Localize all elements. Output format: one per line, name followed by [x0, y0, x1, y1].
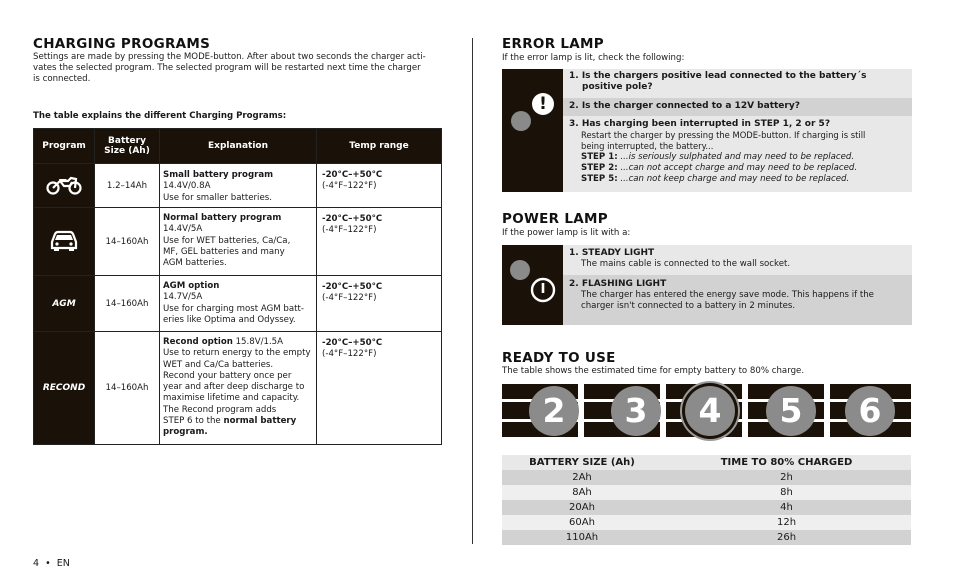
explanation-line: Use for smaller batteries. [163, 192, 272, 203]
exclamation-icon: ! [532, 93, 554, 115]
car-icon [48, 228, 80, 252]
power-lamp-icon-panel [502, 245, 563, 325]
step-number-icon: 2 [529, 386, 579, 436]
programs-table-wrapper [33, 128, 442, 445]
error-lamp-title: ERROR LAMP [502, 36, 604, 52]
error-item-2 [563, 98, 912, 116]
temp-fahrenheit: (-4°F–122°F) [322, 293, 377, 303]
power-lamp-title: POWER LAMP [502, 211, 608, 227]
intro-line: is connected. [33, 74, 91, 84]
explanation-cell [160, 276, 317, 332]
table-row [34, 276, 442, 332]
explanation-line: 14.7V/5A [163, 292, 203, 303]
error-item-text: 1. Is the chargers positive lead connected to the battery´s [569, 71, 867, 81]
programs-table [33, 128, 442, 445]
explanation-line: Use for charging most AGM batt- [163, 303, 304, 314]
explanation-line: Use for WET batteries, Ca/Ca, [163, 235, 291, 246]
power-item-text: The mains cable is connected to the wall socket. [581, 259, 791, 269]
step-number-icon: 6 [845, 386, 895, 436]
temp-fahrenheit: (-4°F–122°F) [322, 349, 377, 359]
program-name: Recond option [163, 337, 233, 347]
error-step-line: STEP 1: ...is seriously sulphated and may need to be replaced. [581, 152, 855, 162]
error-item-1 [563, 69, 912, 98]
error-lamp-subtitle: If the error lamp is lit, check the following: [502, 53, 685, 63]
program-icon-cell [34, 276, 95, 332]
temp-fahrenheit: (-4°F–122°F) [322, 225, 377, 235]
explanation-line: 14.4V/5A [163, 224, 203, 235]
error-item-3 [563, 116, 912, 192]
error-item-text: 2. Is the charger connected to a 12V battery? [569, 101, 800, 111]
step-number-active-icon: 4 [685, 386, 735, 436]
charge-time-cell: 2h [662, 470, 911, 485]
table-row [502, 530, 911, 545]
explanation-line: Use to return energy to the empty [163, 348, 311, 359]
temp-cell [317, 208, 442, 276]
power-item-2 [563, 275, 912, 325]
temp-fahrenheit: (-4°F–122°F) [322, 181, 377, 191]
battery-size: 14–160Ah [95, 208, 160, 276]
charging-programs-title: CHARGING PROGRAMS [33, 36, 211, 52]
header-battery-size: Battery Size (Ah) [95, 129, 160, 164]
explanation-line: WET and Ca/Ca batteries. [163, 359, 274, 370]
header-time-to-80: TIME TO 80% CHARGED [662, 455, 911, 470]
error-item-text: positive pole? [582, 82, 653, 92]
charge-time-cell: 4h [662, 500, 911, 515]
explanation-cell [160, 332, 317, 445]
charging-programs-intro [33, 52, 453, 85]
program-icon-cell [34, 332, 95, 445]
error-step-line: STEP 5: ...can not keep charge and may need to be replaced. [581, 174, 850, 184]
agm-label: AGM [52, 298, 76, 309]
table-caption: The table explains the different Charging Programs: [33, 111, 287, 121]
explanation-cell [160, 164, 317, 208]
program-icon-cell [34, 164, 95, 208]
power-item-title: 1. STEADY LIGHT [569, 248, 655, 258]
table-row [502, 500, 911, 515]
ready-table-wrapper [502, 455, 911, 545]
step-number-icon: 5 [766, 386, 816, 436]
explanation-line: STEP 6 to the [163, 416, 224, 427]
header-battery-size: BATTERY SIZE (Ah) [502, 455, 662, 470]
explanation-line: MF, GEL batteries and many [163, 246, 285, 257]
battery-size: 14–160Ah [95, 332, 160, 445]
ready-to-use-subtitle: The table shows the estimated time for empty battery to 80% charge. [502, 366, 805, 376]
column-divider [472, 38, 473, 544]
page-number: 4 [33, 558, 40, 569]
ready-to-use-title: READY TO USE [502, 350, 616, 366]
power-icon [530, 277, 556, 303]
intro-line: Settings are made by pressing the MODE-button. After about two seconds the charger acti- [33, 52, 426, 62]
header-temp-range: Temp range [317, 129, 442, 164]
table-row [502, 485, 911, 500]
temp-celsius: -20°C–+50°C [322, 282, 383, 292]
motorcycle-icon [46, 173, 82, 195]
battery-size-cell: 20Ah [502, 500, 662, 515]
explanation-cell [160, 208, 317, 276]
table-row [34, 332, 442, 445]
power-lamp-indicator-icon [510, 260, 530, 280]
page-language: EN [56, 558, 70, 569]
charge-step-strip [502, 384, 911, 437]
explanation-line: The Recond program adds [163, 404, 277, 415]
table-row [34, 208, 442, 276]
power-item-1 [563, 245, 912, 275]
error-lamp-icon-panel [502, 69, 563, 192]
charge-time-cell: 12h [662, 515, 911, 530]
battery-size: 14–160Ah [95, 276, 160, 332]
error-item-detail: being interrupted, the battery... [581, 141, 714, 151]
error-step-line: STEP 2: ...can not accept charge and may need to be replaced. [581, 163, 858, 173]
error-item-text: 3. Has charging been interrupted in STEP 1, 2 or 5? [569, 119, 831, 129]
explanation-line: Recond your battery once per [163, 370, 292, 381]
battery-size: 1.2–14Ah [95, 164, 160, 208]
ready-table-header [502, 455, 911, 470]
table-row [502, 470, 911, 485]
page-footer [33, 558, 70, 569]
footer-bullet: • [45, 558, 51, 569]
program-name: Normal battery program [163, 213, 282, 223]
program-name: Small battery program [163, 170, 274, 180]
battery-size-cell: 2Ah [502, 470, 662, 485]
explanation-bold: normal battery program. [163, 416, 297, 438]
explanation-line: 14.4V/0.8A [163, 181, 211, 192]
temp-celsius: -20°C–+50°C [322, 214, 383, 224]
program-name: AGM option [163, 281, 220, 291]
temp-celsius: -20°C–+50°C [322, 170, 383, 180]
charge-time-cell: 8h [662, 485, 911, 500]
temp-celsius: -20°C–+50°C [322, 338, 383, 348]
error-item-detail: Restart the charger by pressing the MODE-button. If charging is still [581, 130, 866, 140]
explanation-line: maximise lifetime and capacity. [163, 393, 300, 404]
error-lamp-indicator-icon [511, 111, 531, 131]
explanation-line: AGM batteries. [163, 258, 227, 269]
recond-label: RECOND [42, 383, 86, 393]
explanation-line: year and after deep discharge to [163, 382, 305, 393]
intro-line: vates the selected program. The selected program will be restarted next time the charger [33, 63, 421, 73]
power-item-text: The charger has entered the energy save mode. This happens if the [581, 290, 874, 300]
temp-cell [317, 332, 442, 445]
table-row [502, 515, 911, 530]
power-item-title: 2. FLASHING LIGHT [569, 279, 667, 289]
battery-size-cell: 8Ah [502, 485, 662, 500]
table-header-row [34, 129, 442, 164]
header-program: Program [34, 129, 95, 164]
charge-time-cell: 26h [662, 530, 911, 545]
temp-cell [317, 164, 442, 208]
step-number-icon: 3 [611, 386, 661, 436]
power-lamp-subtitle: If the power lamp is lit with a: [502, 228, 631, 238]
ready-table [502, 455, 911, 545]
battery-size-cell: 110Ah [502, 530, 662, 545]
table-row [34, 164, 442, 208]
temp-cell [317, 276, 442, 332]
program-icon-cell [34, 208, 95, 276]
header-explanation: Explanation [160, 129, 317, 164]
battery-size-cell: 60Ah [502, 515, 662, 530]
program-spec: 15.8V/1.5A [232, 337, 284, 347]
power-item-text: charger isn't connected to a battery in 2 minutes. [581, 301, 796, 311]
explanation-line: eries like Optima and Odyssey. [163, 314, 296, 325]
